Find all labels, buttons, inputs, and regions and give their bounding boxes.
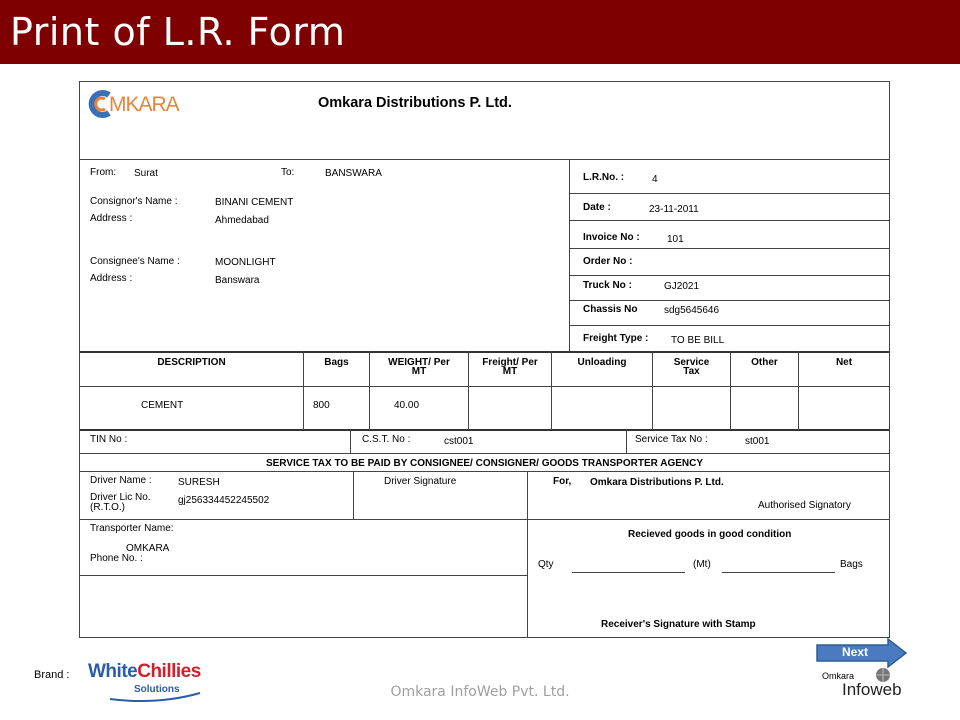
footer-company: Omkara InfoWeb Pvt. Ltd. [390, 684, 570, 700]
driver-lic-label-line2: (R.T.O.) [90, 502, 125, 513]
invoice-no-value: 101 [667, 234, 684, 245]
qty-label: Qty [538, 559, 554, 570]
phone-label: Phone No. : [90, 553, 143, 564]
divider [569, 325, 889, 326]
for-company: Omkara Distributions P. Ltd. [590, 477, 724, 488]
order-no-label: Order No : [583, 256, 633, 267]
consignor-address-value: Ahmedabad [215, 215, 269, 226]
omkara-logo [87, 89, 179, 121]
consignee-address-value: Banswara [215, 275, 260, 286]
header-other: Other [751, 357, 778, 368]
brand-logo-solutions: Solutions [134, 684, 180, 695]
mt-line [722, 572, 835, 573]
divider [350, 429, 351, 453]
company-name: Omkara Distributions P. Ltd. [318, 95, 512, 111]
divider [626, 429, 627, 453]
driver-name-label: Driver Name : [90, 475, 152, 486]
row-weight: 40.00 [394, 400, 420, 411]
header-bags: Bags [324, 357, 349, 368]
divider [80, 575, 527, 576]
cst-value: cst001 [444, 436, 474, 447]
consignor-label: Consignor's Name : [90, 196, 178, 207]
bags-label: Bags [840, 559, 863, 570]
row-description: CEMENT [141, 400, 184, 411]
divider [527, 471, 528, 638]
received-goods-label: Recieved goods in good condition [628, 529, 792, 540]
divider [80, 386, 889, 387]
header-net: Net [835, 357, 853, 368]
divider [569, 193, 889, 194]
cst-label: C.S.T. No : [362, 434, 411, 445]
consignee-address-label: Address : [90, 273, 133, 284]
omkara-infoweb-logo [822, 667, 914, 701]
to-label: To: [281, 167, 295, 178]
driver-lic-label-line1: Driver Lic No. [90, 492, 151, 503]
consignor-value: BINANI CEMENT [215, 197, 294, 208]
divider [80, 453, 889, 454]
qty-line [572, 572, 685, 573]
brand-logo-white: White [88, 661, 138, 682]
chassis-no-value: sdg5645646 [664, 305, 720, 316]
chassis-no-label: Chassis No [583, 304, 638, 315]
service-tax-no-label: Service Tax No : [635, 434, 708, 445]
header-description: DESCRIPTION [157, 357, 226, 368]
service-tax-note: SERVICE TAX TO BE PAID BY CONSIGNEE/ CONSIGNER/ GOODS TRANSPORTER AGENCY [265, 458, 704, 469]
brand-logo-chillies: Chillies [137, 661, 201, 682]
divider [569, 275, 889, 276]
freight-type-value: TO BE BILL [671, 335, 725, 346]
driver-lic-value: gj256334452245502 [178, 495, 270, 506]
slide-title: Print of L.R. Form [10, 10, 346, 54]
divider [80, 429, 889, 431]
header-service-tax-line1: Service [673, 357, 710, 368]
title-bar [0, 0, 960, 64]
divider [569, 300, 889, 301]
transporter-value: OMKARA [126, 543, 170, 554]
next-button[interactable] [816, 638, 908, 668]
truck-no-value: GJ2021 [664, 281, 700, 292]
receiver-signature: Receiver's Signature with Stamp [601, 619, 756, 630]
invoice-no-label: Invoice No : [583, 232, 640, 243]
header-weight-line2: MT [411, 366, 427, 377]
omkara-logo-text: MKARA [109, 93, 179, 116]
lr-no-label: L.R.No. : [583, 172, 625, 183]
date-label: Date : [583, 202, 611, 213]
tin-label: TIN No : [90, 434, 128, 445]
for-label: For, [553, 476, 572, 487]
lr-form [79, 81, 890, 638]
freight-type-label: Freight Type : [583, 333, 649, 344]
date-value: 23-11-2011 [649, 204, 699, 215]
divider [80, 351, 889, 353]
consignee-label: Consignee's Name : [90, 256, 180, 267]
header-unloading: Unloading [577, 357, 627, 368]
brand-label: Brand : [34, 669, 70, 681]
from-value: Surat [134, 168, 158, 179]
consignor-address-label: Address : [90, 213, 133, 224]
row-bags: 800 [313, 400, 330, 411]
service-tax-no-value: st001 [745, 436, 770, 447]
header-freight-line2: MT [502, 366, 518, 377]
header-weight-line1: WEIGHT/ Per [388, 357, 450, 368]
from-label: From: [90, 167, 117, 178]
divider [80, 159, 889, 160]
divider [569, 248, 889, 249]
driver-signature-label: Driver Signature [384, 476, 457, 487]
divider [353, 471, 354, 519]
truck-no-label: Truck No : [583, 280, 632, 291]
divider [80, 519, 889, 520]
next-button-label: Next [842, 645, 869, 659]
divider [80, 471, 889, 472]
mt-label: (Mt) [693, 559, 711, 570]
divider [569, 159, 570, 351]
authorised-signatory: Authorised Signatory [758, 500, 851, 511]
transporter-label: Transporter Name: [90, 523, 174, 534]
driver-name-value: SURESH [178, 477, 220, 488]
consignee-value: MOONLIGHT [215, 257, 276, 268]
lr-no-value: 4 [652, 174, 658, 185]
to-value: BANSWARA [325, 168, 382, 179]
divider [569, 220, 889, 221]
header-freight-line1: Freight/ Per [482, 357, 538, 368]
header-service-tax-line2: Tax [683, 366, 700, 377]
infoweb-logo-bottom: Infoweb [842, 680, 902, 699]
infoweb-logo-top: Omkara [822, 671, 855, 681]
